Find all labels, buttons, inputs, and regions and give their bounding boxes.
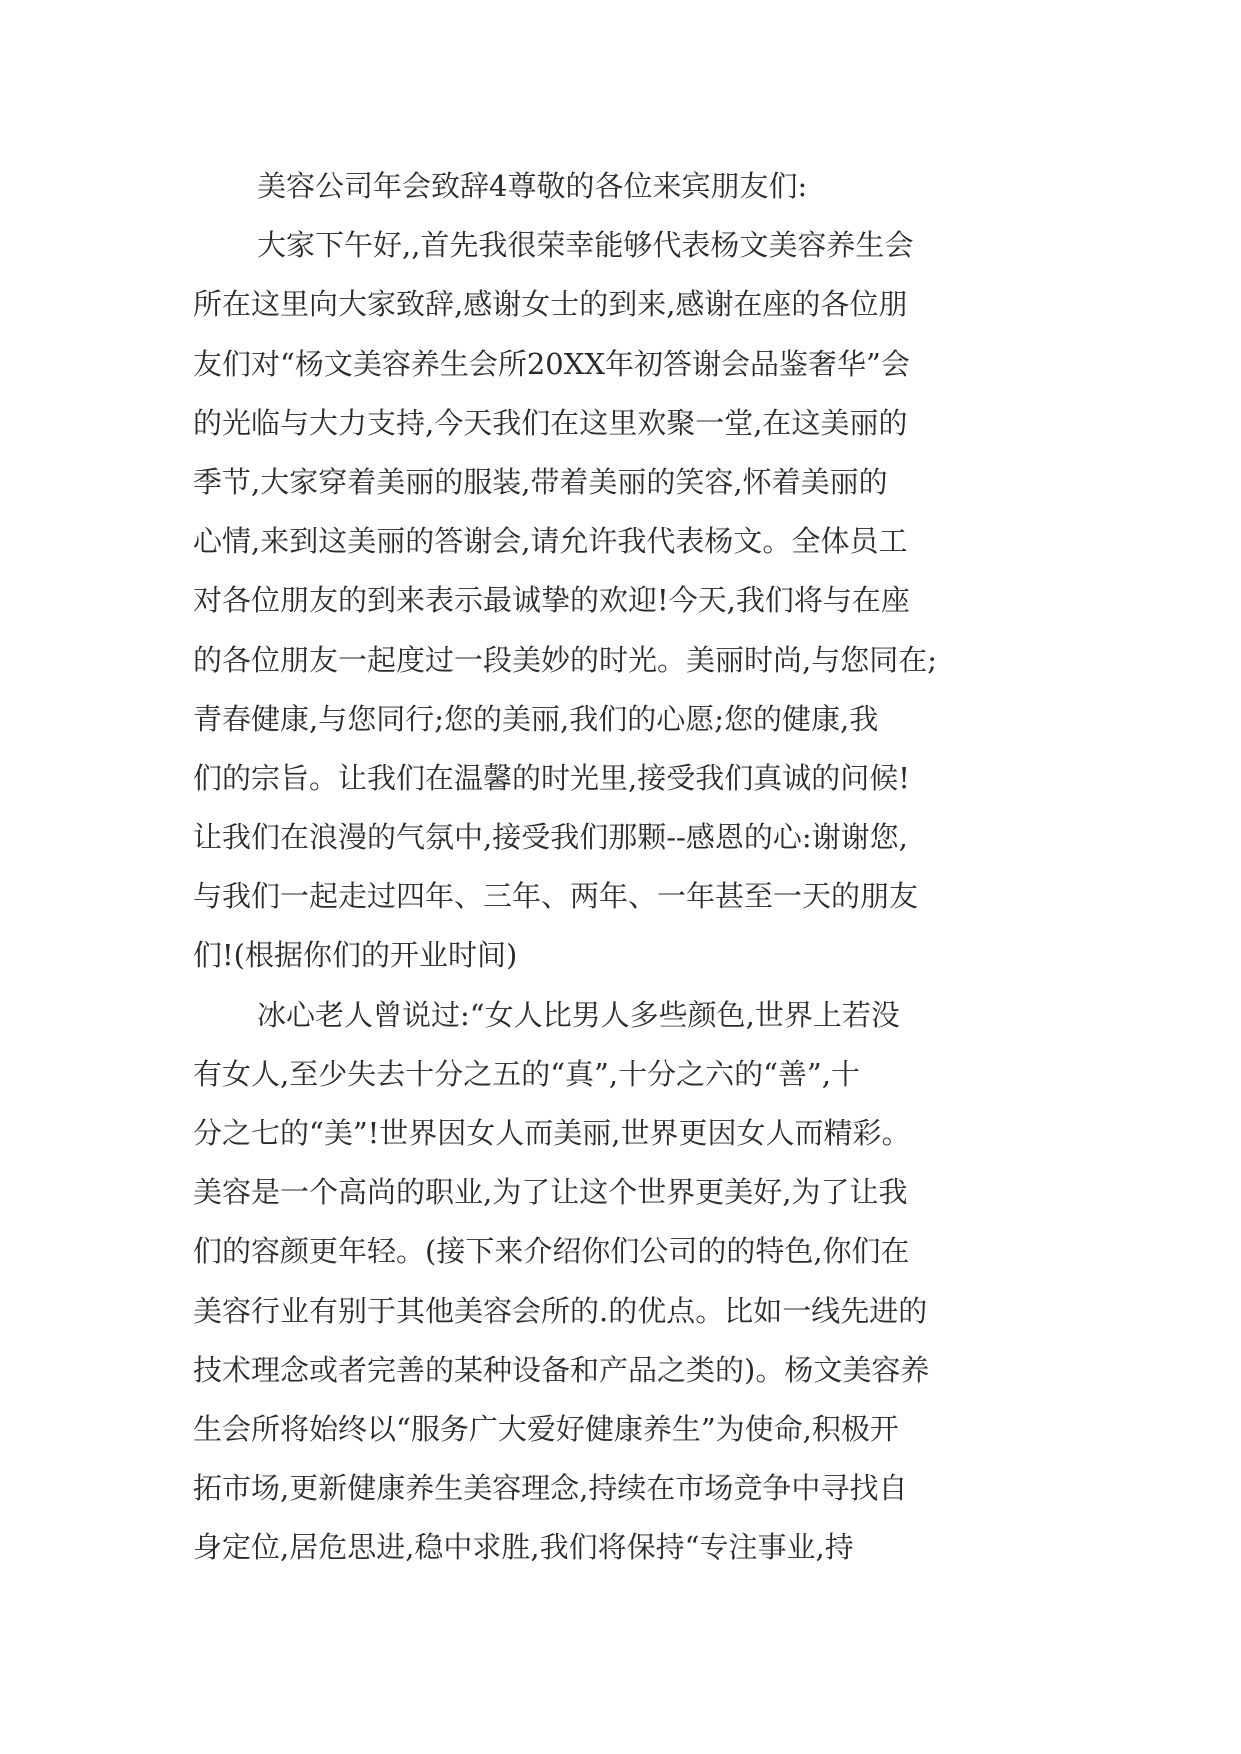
document-body — [193, 157, 1053, 1578]
text-line: 技术理念或者完善的某种设备和产品之类的)。杨文美容养 — [193, 1352, 930, 1387]
text-line: 让我们在浪漫的气氛中,接受我们那颗--感恩的心:谢谢您, — [193, 820, 908, 855]
text-line: 友们对“杨文美容养生会所20XX年初答谢会品鉴奢华”会 — [193, 346, 910, 381]
text-line: 美容行业有别于其他美容会所的.的优点。比如一线先进的 — [193, 1293, 928, 1328]
text-line: 对各位朋友的到来表示最诚挚的欢迎!今天,我们将与在座 — [193, 583, 910, 618]
text-line: 青春健康,与您同行;您的美丽,我们的心愿;您的健康,我 — [193, 701, 879, 736]
text-line: 冰心老人曾说过:“女人比男人多些颜色,世界上若没 — [257, 997, 900, 1032]
text-line: 生会所将始终以“服务广大爱好健康养生”为使命,积极开 — [193, 1411, 899, 1446]
text-line: 们的宗旨。让我们在温馨的时光里,接受我们真诚的问候! — [193, 760, 910, 795]
text-line: 心情,来到这美丽的答谢会,请允许我代表杨文。全体员工 — [193, 524, 908, 559]
text-line: 拓市场,更新健康养生美容理念,持续在市场竞争中寻找自 — [193, 1471, 908, 1506]
text-line: 的光临与大力支持,今天我们在这里欢聚一堂,在这美丽的 — [193, 405, 908, 440]
text-line: 大家下午好,,首先我很荣幸能够代表杨文美容养生会 — [257, 228, 914, 263]
text-line: 们的容颜更年轻。(接下来介绍你们公司的的特色,你们在 — [193, 1234, 910, 1269]
text-line: 身定位,居危思进,稳中求胜,我们将保持“专注事业,持 — [193, 1530, 854, 1565]
text-line: 与我们一起走过四年、三年、两年、一年甚至一天的朋友 — [193, 879, 919, 914]
text-line: 所在这里向大家致辞,感谢女士的到来,感谢在座的各位朋 — [193, 287, 908, 322]
text-line: 季节,大家穿着美丽的服装,带着美丽的笑容,怀着美丽的 — [193, 464, 888, 499]
text-line: 美容是一个高尚的职业,为了让这个世界更美好,为了让我 — [193, 1175, 908, 1210]
text-line: 的各位朋友一起度过一段美妙的时光。美丽时尚,与您同在; — [193, 642, 937, 677]
text-line: 分之七的“美”!世界因女人而美丽,世界更因女人而精彩。 — [193, 1116, 911, 1150]
text-line: 有女人,至少失去十分之五的“真”,十分之六的“善”,十 — [193, 1056, 860, 1091]
text-line: 美容公司年会致辞4尊敬的各位来宾朋友们: — [257, 169, 808, 203]
text-line: 们!(根据你们的开业时间) — [193, 938, 518, 973]
